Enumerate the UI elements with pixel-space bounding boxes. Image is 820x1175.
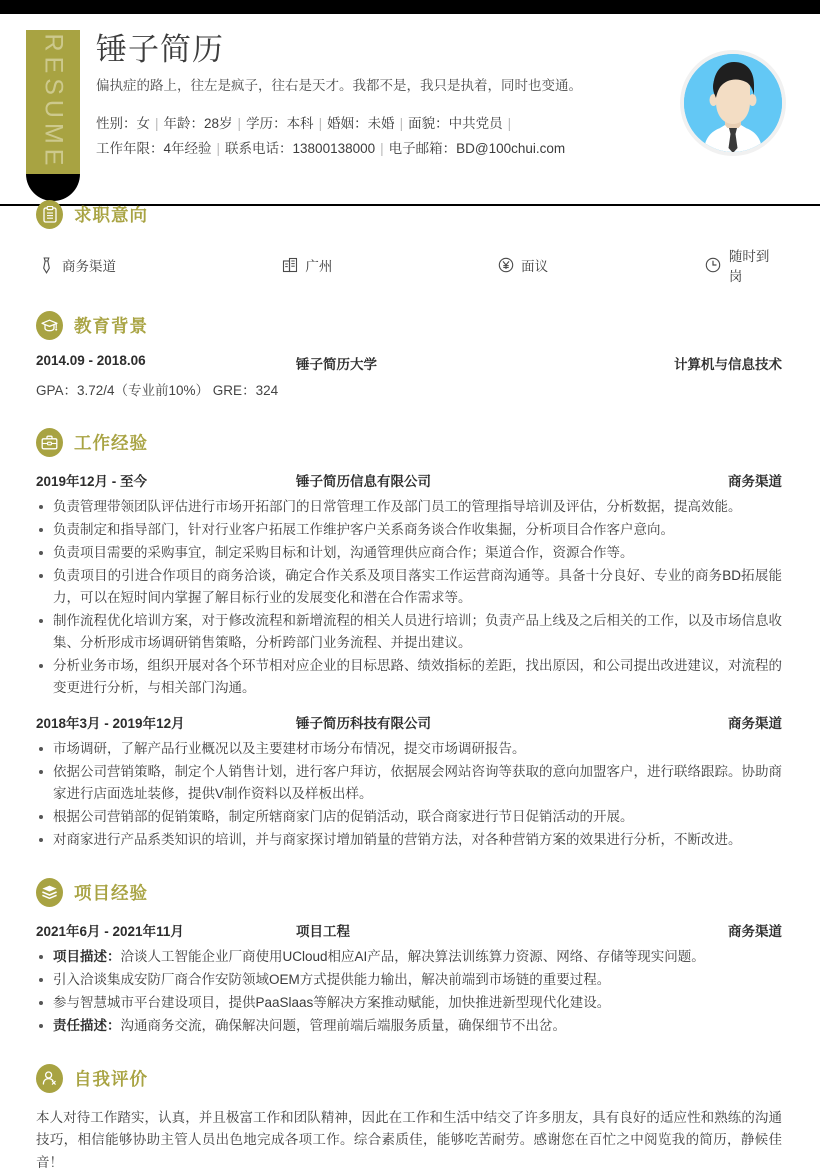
section-header-education xyxy=(0,311,820,340)
fact-marriage: 婚姻：未婚 xyxy=(327,115,395,131)
bullet-label: 责任描述： xyxy=(53,1017,121,1033)
spacer xyxy=(0,852,820,878)
list-item: 市场调研，了解产品行业概况以及主要建材市场分布情况，提交市场调研报告。 xyxy=(36,738,782,760)
education-gpa: GPA：3.72/4（专业前10%） GRE：324 xyxy=(36,383,279,398)
fact-phone: 联系电话：13800138000 xyxy=(225,140,376,156)
intent-availability xyxy=(705,245,782,285)
project-date: 2021年6月 - 2021年11月 xyxy=(36,923,184,939)
fact-gender: 性别：女 xyxy=(96,115,150,131)
avatar-photo xyxy=(684,54,782,152)
graduation-cap-icon xyxy=(36,311,63,340)
work-entry-head xyxy=(36,470,782,490)
resume-ribbon xyxy=(26,30,80,174)
candidate-name: 锤子简历 xyxy=(96,32,224,67)
fact-separator: | xyxy=(399,115,404,131)
section-header-self-evaluation xyxy=(0,1064,820,1093)
fact-age: 年龄：28岁 xyxy=(163,115,233,131)
work-company: 锤子简历信息有限公司 xyxy=(296,473,431,489)
facts-line-1 xyxy=(96,112,656,137)
candidate-slogan: 偏执症的路上，往左是疯子，往右是天才。我都不是，我只是执着，同时也变通。 xyxy=(96,77,582,93)
fact-separator: | xyxy=(507,115,512,131)
section-title-job-intention: 求职意向 xyxy=(74,205,148,225)
project-name: 项目工程 xyxy=(296,923,350,939)
education-major: 计算机与信息技术 xyxy=(674,357,782,372)
person-icon xyxy=(36,1064,63,1093)
clock-icon xyxy=(705,257,722,274)
intent-position-value: 商务渠道 xyxy=(62,259,116,274)
section-header-project-experience xyxy=(0,878,820,907)
education-date: 2014.09 - 2018.06 xyxy=(36,353,146,368)
resume-header xyxy=(0,14,820,190)
project-bullets xyxy=(36,946,782,1037)
work-entry-head xyxy=(36,712,782,732)
list-item: 负责项目需要的采购事宜，制定采购目标和计划，沟通管理供应商合作；渠道合作，资源合作等。 xyxy=(36,542,782,564)
project-role: 商务渠道 xyxy=(728,923,782,939)
facts-line-2 xyxy=(96,137,656,162)
section-self-evaluation xyxy=(0,1064,820,1175)
education-entry-head xyxy=(36,353,782,373)
briefcase-icon xyxy=(36,428,63,457)
list-item xyxy=(36,992,782,1014)
bullet-text: 沟通商务交流，确保解决问题，管理前端后端服务质量，确保细节不出岔。 xyxy=(120,1017,566,1033)
section-work-experience xyxy=(0,428,820,851)
section-title-education: 教育背景 xyxy=(74,316,148,336)
bullet-text: 参与智慧城市平台建设项目，提供PaaSlaas等解决方案推动赋能，加快推进新型现代化建设。 xyxy=(53,994,611,1010)
intent-position xyxy=(38,245,281,285)
work-date: 2019年12月 - 至今 xyxy=(36,473,148,489)
section-body-work-experience xyxy=(0,470,820,851)
list-item xyxy=(36,969,782,991)
resume-ribbon-label: RESUME xyxy=(39,33,68,171)
work-role: 商务渠道 xyxy=(728,473,782,489)
education-school: 锤子简历大学 xyxy=(296,357,377,372)
fact-years: 工作年限：4年经验 xyxy=(96,140,212,156)
spacer xyxy=(0,402,820,428)
intent-city-value: 广州 xyxy=(305,259,333,274)
clipboard-icon xyxy=(36,200,63,229)
intent-salary-value: 面议 xyxy=(521,259,549,274)
fact-separator: | xyxy=(216,140,221,156)
list-item: 负责管理带领团队评估进行市场开拓部门的日常管理工作及部门员工的管理指导培训及评估，分析数据，提高效能。 xyxy=(36,496,782,518)
candidate-facts xyxy=(96,112,656,162)
intent-availability-value: 随时到岗 xyxy=(728,249,770,284)
work-bullets xyxy=(36,738,782,851)
section-project-experience xyxy=(0,878,820,1037)
bullet-text: 引入洽谈集成安防厂商合作安防领域OEM方式提供能力输出，解决前端到市场链的重要过程。 xyxy=(53,971,611,987)
list-item: 对商家进行产品系类知识的培训，并与商家探讨增加销量的营销方法，对各种营销方案的效果进行分析，不断改进。 xyxy=(36,829,782,851)
fact-separator: | xyxy=(155,115,159,131)
section-education xyxy=(0,311,820,402)
list-item: 分析业务市场，组织开展对各个环节相对应企业的目标思路、绩效指标的差距，找出原因，和公司提出改进建议，对流程的变更进行分析，与相关部门沟通。 xyxy=(36,655,782,699)
top-black-bar xyxy=(0,0,820,14)
section-title-project-experience: 项目经验 xyxy=(74,882,148,903)
work-company: 锤子简历科技有限公司 xyxy=(296,715,431,731)
section-body-education xyxy=(0,353,820,402)
job-intention-row xyxy=(36,245,782,285)
section-job-intention xyxy=(0,200,820,285)
fact-email: 电子邮箱：BD@100chui.com xyxy=(388,140,566,156)
section-title-work-experience: 工作经验 xyxy=(74,432,148,453)
resume-body xyxy=(0,200,820,1175)
spacer xyxy=(0,285,820,311)
intent-salary xyxy=(497,245,705,285)
fact-political: 面貌：中共党员 xyxy=(408,115,503,131)
self-evaluation-text: 本人对待工作踏实，认真，并且极富工作和团队精神，因此在工作和生活中结交了许多朋友，具有良好的适应性和熟练的沟通技巧，相信能够协助主管人员出色地完成各项工作。综合素质佳，能够吃苦耐劳。感谢您在百忙之中阅览我的简历，静候佳音！ xyxy=(36,1109,782,1170)
necktie-icon xyxy=(38,257,55,274)
list-item: 制作流程优化培训方案，对于修改流程和新增流程的相关人员进行培训；负责产品上线及之后相关的工作，以及市场信息收集、分析形成市场调研销售策略，分析跨部门业务流程、并提出建议。 xyxy=(36,610,782,654)
work-date: 2018年3月 - 2019年12月 xyxy=(36,715,185,731)
fact-separator: | xyxy=(380,140,384,156)
section-header-job-intention xyxy=(0,200,820,229)
intent-city xyxy=(281,245,497,285)
fact-education: 学历：本科 xyxy=(246,115,314,131)
list-item: 负责项目的引进合作项目的商务洽谈，确定合作关系及项目落实工作运营商沟通等。具备十分良好、专业的商务BD拓展能力，可以在短时间内掌握了解目标行业的发展变化和潜在合作需求等。 xyxy=(36,565,782,609)
list-item xyxy=(36,1015,782,1037)
work-role: 商务渠道 xyxy=(728,715,782,731)
work-bullets xyxy=(36,496,782,699)
section-body-project-experience xyxy=(0,920,820,1037)
list-item: 根据公司营销部的促销策略，制定所辖商家门店的促销活动，联合商家进行节日促销活动的开展。 xyxy=(36,806,782,828)
section-title-self-evaluation: 自我评价 xyxy=(74,1068,148,1089)
header-main xyxy=(96,32,656,162)
list-item xyxy=(36,946,782,968)
section-header-work-experience xyxy=(0,428,820,457)
project-entry-head xyxy=(36,920,782,940)
section-body-self-evaluation xyxy=(0,1107,820,1175)
resume-ribbon-tail xyxy=(26,174,80,201)
fact-separator: | xyxy=(237,115,242,131)
building-icon xyxy=(281,257,298,274)
yen-circle-icon xyxy=(497,257,514,274)
avatar xyxy=(680,50,786,156)
bullet-label: 项目描述： xyxy=(53,948,121,964)
layers-icon xyxy=(36,878,63,907)
fact-separator: | xyxy=(318,115,323,131)
list-item: 依据公司营销策略，制定个人销售计划，进行客户拜访，依据展会网站咨询等获取的意向加盟客户，进行联络跟踪。协助商家进行店面选址装修，提供V制作资料以及样板出样。 xyxy=(36,761,782,805)
bullet-text: 洽谈人工智能企业厂商使用UCloud相应AI产品，解决算法训练算力资源、网络、存储等现实问题。 xyxy=(120,948,705,964)
spacer xyxy=(0,1038,820,1064)
list-item: 负责制定和指导部门，针对行业客户拓展工作维护客户关系商务谈合作收集掘，分析项目合作客户意向。 xyxy=(36,519,782,541)
section-body-job-intention xyxy=(0,245,820,285)
